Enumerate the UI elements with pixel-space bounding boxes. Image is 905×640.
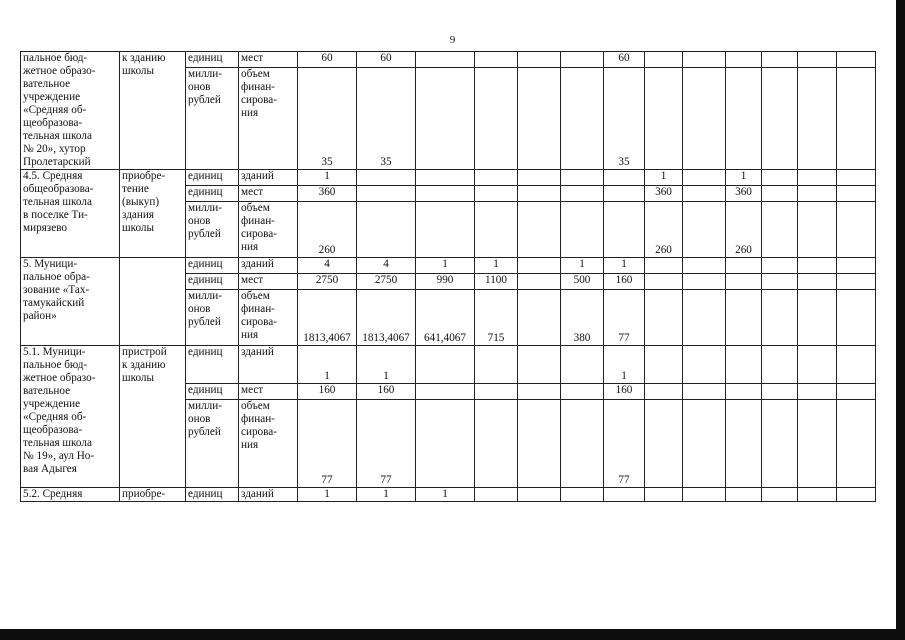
value-cell: 35: [618, 156, 630, 168]
table-row: [21, 258, 876, 274]
value-cell: 1: [324, 170, 330, 182]
value-cell: 260: [318, 244, 336, 256]
value-cell: 2750: [315, 274, 339, 286]
value-cell: 2750: [374, 274, 398, 286]
value-cell: 1100: [485, 274, 507, 286]
value-cell: 77: [618, 474, 630, 486]
value-cell: 1813,4067: [362, 332, 410, 344]
unit-cell: единиц: [188, 488, 223, 500]
value-cell: 4: [383, 258, 389, 270]
scan-edge-bottom: [0, 629, 905, 640]
value-cell: 1: [324, 488, 330, 500]
value-cell: 1: [740, 170, 747, 182]
indicator-cell: мест: [241, 384, 264, 396]
value-cell: 160: [377, 384, 395, 396]
value-cell: 990: [436, 274, 454, 286]
value-cell: 77: [618, 332, 630, 344]
value-cell: 1: [442, 488, 448, 500]
unit-cell: единиц: [188, 274, 223, 286]
action-cell: приобре-: [122, 488, 166, 500]
value-cell: 60: [321, 52, 333, 64]
object-name-cell: пальное бюд- жетное образо- вательное учреждение «Средняя об- щеобразова- тельная школа № 20», хутор Пролетарский: [23, 52, 96, 168]
value-cell: 380: [573, 332, 591, 344]
value-cell: 1: [442, 258, 448, 270]
value-cell: 1: [493, 258, 499, 270]
value-cell: 641,4067: [424, 332, 466, 344]
unit-cell: милли- онов рублей: [188, 400, 222, 438]
table-row: [21, 488, 876, 502]
value-cell: 1: [660, 170, 667, 182]
value-cell: 1: [324, 370, 330, 382]
value-cell: 60: [618, 52, 630, 64]
value-cell: 160: [615, 274, 633, 286]
value-cell: 1: [383, 488, 389, 500]
unit-cell: единиц: [188, 384, 223, 396]
value-cell: 77: [380, 474, 392, 486]
value-cell: 1: [621, 370, 627, 382]
value-cell: 260: [735, 244, 752, 256]
object-name-cell: 5. Муници- пальное обра- зование «Тах- тамукайский район»: [23, 258, 90, 322]
table-row: [21, 52, 876, 68]
value-cell: 35: [321, 156, 333, 168]
indicator-cell: зданий: [241, 488, 274, 500]
value-cell: 360: [655, 186, 672, 198]
indicator-cell: объем финан- сирова- ния: [241, 202, 277, 253]
value-cell: 4: [324, 258, 330, 270]
action-cell: приобре- тение (выкуп) здания школы: [122, 170, 166, 234]
object-name-cell: 5.2. Средняя: [23, 488, 83, 500]
scan-edge-right: [896, 0, 905, 640]
action-cell: к зданию школы: [122, 52, 166, 77]
value-cell: 1: [383, 370, 389, 382]
unit-cell: милли- онов рублей: [188, 202, 222, 240]
value-cell: 1: [579, 258, 585, 270]
unit-cell: единиц: [188, 258, 223, 270]
indicator-cell: мест: [241, 186, 264, 198]
value-cell: 260: [655, 244, 672, 256]
value-cell: 360: [318, 186, 336, 198]
unit-cell: единиц: [188, 186, 223, 198]
indicator-cell: зданий: [241, 258, 274, 270]
object-name-cell: 5.1. Муници- пальное бюд- жетное образо- вательное учреждение «Средняя об- щеобразова- тельная школа № 19», аул Но- вая Адыгея: [23, 346, 96, 475]
indicator-cell: объем финан- сирова- ния: [241, 68, 277, 119]
indicator-cell: зданий: [241, 346, 274, 358]
indicator-cell: мест: [241, 274, 264, 286]
value-cell: 160: [318, 384, 336, 396]
value-cell: 35: [380, 156, 392, 168]
object-name-cell: 4.5. Средняя общеобразова- тельная школа в поселке Ти- мирязево: [23, 170, 94, 234]
value-cell: 360: [735, 186, 752, 198]
indicator-cell: объем финан- сирова- ния: [241, 400, 277, 451]
value-cell: 160: [615, 384, 633, 396]
unit-cell: единиц: [188, 170, 223, 182]
value-cell: 1: [621, 258, 627, 270]
unit-cell: милли- онов рублей: [188, 68, 222, 106]
indicator-cell: объем финан- сирова- ния: [241, 290, 277, 341]
value-cell: 60: [380, 52, 392, 64]
value-cell: 500: [573, 274, 591, 286]
action-cell: пристрой к зданию школы: [122, 346, 167, 384]
table-row: [21, 170, 876, 186]
value-cell: 715: [487, 332, 505, 344]
table-row: [21, 346, 876, 384]
unit-cell: единиц: [188, 52, 223, 64]
unit-cell: единиц: [188, 346, 223, 358]
value-cell: 1813,4067: [303, 332, 351, 344]
investment-table: [20, 51, 876, 502]
indicator-cell: зданий: [241, 170, 274, 182]
unit-cell: милли- онов рублей: [188, 290, 222, 328]
page-number: 9: [449, 34, 456, 46]
indicator-cell: мест: [241, 52, 264, 64]
value-cell: 77: [321, 474, 333, 486]
